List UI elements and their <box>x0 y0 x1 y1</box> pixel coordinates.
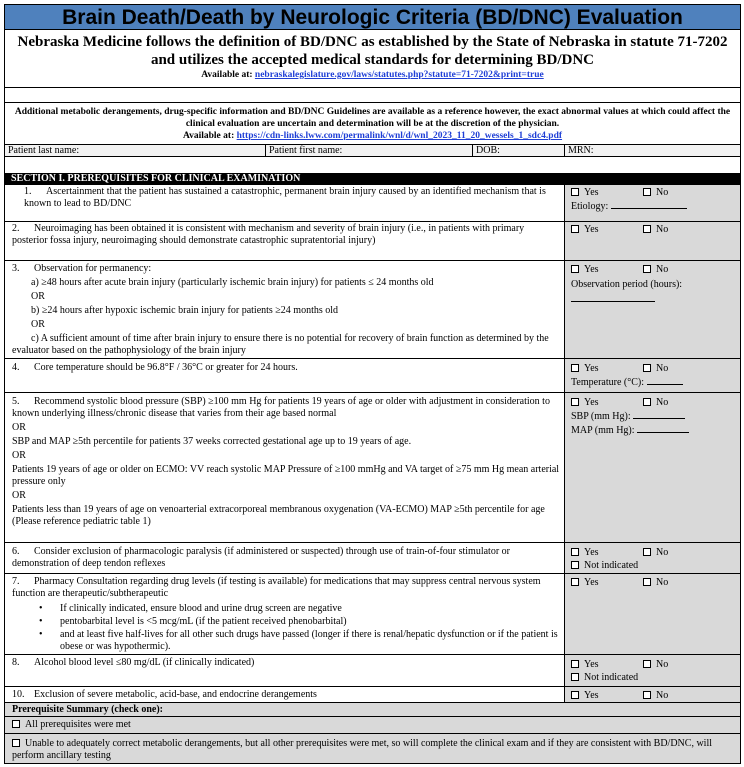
summary-option-ancillary[interactable]: Unable to adequately correct metabolic derangements, but all other prerequisites were met, so will complete the clinical exam and if they are consistent with BD/DNC, will perform ancillary testing <box>5 733 740 763</box>
guidelines-link[interactable]: https://cdn-links.lww.com/permalink/wnl/d/wnl_2023_11_20_wessels_1_sdc4.pdf <box>236 131 563 141</box>
yes-option[interactable]: Yes <box>571 689 643 702</box>
no-option[interactable]: No <box>643 263 715 276</box>
prereq-row-5 <box>4 393 741 543</box>
prereq-row-6 <box>4 543 741 574</box>
dob-field[interactable]: DOB: <box>473 145 565 156</box>
reference-availability <box>5 130 740 142</box>
summary-heading: Prerequisite Summary (check one): <box>12 704 163 715</box>
yes-option[interactable]: Yes <box>571 223 643 236</box>
prereq-question: 7. Pharmacy Consultation regarding drug levels (if testing is available) for medications that may suppress central nervous system function are therapeutic/subtherapeutic • If clinically indicated, ensure blood and urine drug screen are negative • pentobarbital level is <5 mcg/mL (if the patient received phenobarbital) • and at least five half-lives for all other such drugs have passed (longer if there is renal/hepatic dysfunction or if the patient is obese or was hypothermic). <box>5 574 565 654</box>
checkbox[interactable] <box>12 739 20 747</box>
checkbox[interactable] <box>571 578 579 586</box>
prereq-question: 8. Alcohol blood level ≤80 mg/dL (if clinically indicated) <box>5 655 565 686</box>
checkbox[interactable] <box>571 398 579 406</box>
yes-option[interactable]: Yes <box>571 263 643 276</box>
prereq-answer <box>565 222 740 260</box>
temperature-field[interactable]: Temperature (°C): <box>571 376 740 389</box>
prereq-answer <box>565 393 740 542</box>
intro-statement: Nebraska Medicine follows the definition of BD/DNC as established by the State of Nebraska in statute 71-7202 and utilizes the accepted medical standards for determining BD/DNC <box>17 34 728 68</box>
checkbox[interactable] <box>643 691 651 699</box>
yes-option[interactable]: Yes <box>571 546 643 559</box>
intro-block <box>4 30 741 87</box>
no-option[interactable]: No <box>643 689 715 702</box>
checkbox[interactable] <box>12 720 20 728</box>
prereq-answer <box>565 185 740 221</box>
prereq-row-4 <box>4 359 741 393</box>
yes-option[interactable]: Yes <box>571 658 643 671</box>
prereq-answer <box>565 543 740 573</box>
prereq-answer <box>565 261 740 358</box>
checkbox[interactable] <box>571 691 579 699</box>
list-item: • pentobarbital level is <5 mcg/mL (if the patient received phenobarbital) <box>60 616 560 628</box>
observation-period-field[interactable]: Observation period (hours): <box>571 277 686 307</box>
checkbox[interactable] <box>571 673 579 681</box>
prereq-row-1 <box>4 185 741 222</box>
sbp-field[interactable]: SBP (mm Hg): <box>571 410 740 423</box>
no-option[interactable]: No <box>643 186 715 199</box>
available-label: Available at: <box>182 131 235 141</box>
prereq-question: 3. Observation for permanency: a) ≥48 hours after acute brain injury (particularly ischemic brain injury) for patients ≤ 24 months old OR b) ≥24 hours after hypoxic ischemic brain injury for patients ≥24 months old OR c) A sufficient amount of time after brain injury to ensure there is no potential for recovery of brain function as determined by the evaluator based on the pathophysiology of the brain injury <box>5 261 565 358</box>
prereq-row-3 <box>4 261 741 359</box>
prereq-row-2 <box>4 222 741 261</box>
prereq-row-8 <box>4 655 741 687</box>
prereq-answer <box>565 655 740 686</box>
mrn-field[interactable]: MRN: <box>568 145 594 156</box>
checkbox[interactable] <box>571 364 579 372</box>
no-option[interactable]: No <box>643 658 715 671</box>
list-item: • and at least five half-lives for all other such drugs have passed (longer if there is renal/hepatic dysfunction or if the patient is obese or was hypothermic). <box>60 629 560 653</box>
checkbox[interactable] <box>643 188 651 196</box>
checkbox[interactable] <box>643 364 651 372</box>
prereq-row-10 <box>4 687 741 703</box>
checkbox[interactable] <box>643 225 651 233</box>
prereq-answer <box>565 574 740 654</box>
checkbox[interactable] <box>643 660 651 668</box>
reference-block <box>4 102 741 144</box>
patient-last-name-field[interactable]: Patient last name: <box>5 145 266 156</box>
checkbox[interactable] <box>643 548 651 556</box>
prereq-question: 4. Core temperature should be 96.8°F / 36°C or greater for 24 hours. <box>5 359 565 392</box>
reference-text: Additional metabolic derangements, drug-specific information and BD/DNC Guidelines are available as a reference however, the exact abnormal values at which could affect the clinical evaluation are uncertain and determination will be at the discretion of the physician. <box>14 107 731 129</box>
no-option[interactable]: No <box>643 362 715 375</box>
checkbox[interactable] <box>571 548 579 556</box>
prereq-answer <box>565 687 740 702</box>
prereq-question: 5. Recommend systolic blood pressure (SBP) ≥100 mm Hg for patients 19 years of age or older with adjustment in consideration to known underlying illness/chronic disease that varies from their age based normal OR SBP and MAP ≥5th percentile for patients 37 weeks corrected gestational age up to 19 years of age. OR Patients 19 years of age or older on ECMO: VV reach systolic MAP Pressure of ≥100 mmHg and VA target of ≥75 mm Hg mean arterial pressure only OR Patients less than 19 years of age on venoarterial extracorporeal membranous oxygenation (VA-ECMO) MAP ≥5th percentile for age (Please reference pediatric table 1) <box>5 393 565 542</box>
checkbox[interactable] <box>571 225 579 233</box>
prerequisite-summary <box>4 703 741 764</box>
statute-link[interactable]: nebraskalegislature.gov/laws/statutes.php?statute=71-7202&print=true <box>254 70 544 80</box>
no-option[interactable]: No <box>643 396 715 409</box>
no-option[interactable]: No <box>643 546 715 559</box>
yes-option[interactable]: Yes <box>571 362 643 375</box>
checkbox[interactable] <box>571 265 579 273</box>
not-indicated-option[interactable]: Not indicated <box>571 559 740 572</box>
no-option[interactable]: No <box>643 223 715 236</box>
checkbox[interactable] <box>643 578 651 586</box>
section-heading: SECTION I. PREREQUISITES FOR CLINICAL EXAMINATION <box>4 173 741 185</box>
form-title: Brain Death/Death by Neurologic Criteria (BD/DNC) Evaluation <box>4 4 741 30</box>
map-field[interactable]: MAP (mm Hg): <box>571 424 740 437</box>
yes-option[interactable]: Yes <box>571 396 643 409</box>
prereq-question: 6. Consider exclusion of pharmacologic paralysis (if administered or suspected) through use of train-of-four stimulator or demonstration of deep tendon reflexes <box>5 543 565 573</box>
summary-option-all-met[interactable]: All prerequisites were met <box>5 716 740 733</box>
prereq-question: 1. Ascertainment that the patient has sustained a catastrophic, permanent brain injury caused by an identified mechanism that is known to lead to BD/DNC <box>5 185 565 221</box>
checkbox[interactable] <box>571 188 579 196</box>
list-item: • If clinically indicated, ensure blood and urine drug screen are negative <box>60 603 560 615</box>
statute-availability <box>5 69 740 81</box>
patient-first-name-field[interactable]: Patient first name: <box>266 145 473 156</box>
checkbox[interactable] <box>643 398 651 406</box>
available-label: Available at: <box>201 70 253 80</box>
prereq-question: 2. Neuroimaging has been obtained it is consistent with mechanism and severity of brain injury (i.e., in patients with primary posterior fossa injury, neuroimaging should demonstrate catastrophic supratentorial injury) <box>5 222 565 260</box>
patient-info-row <box>4 144 741 157</box>
checkbox[interactable] <box>643 265 651 273</box>
form-page <box>4 4 741 764</box>
blank-row <box>4 87 741 102</box>
yes-option[interactable]: Yes <box>571 186 643 199</box>
checkbox[interactable] <box>571 660 579 668</box>
prereq-answer <box>565 359 740 392</box>
yes-option[interactable]: Yes <box>571 576 643 589</box>
not-indicated-option[interactable]: Not indicated <box>571 671 740 684</box>
blank-row <box>4 157 741 173</box>
prereq-row-7 <box>4 574 741 655</box>
prereq-question: 10. Exclusion of severe metabolic, acid-base, and endocrine derangements <box>5 687 565 702</box>
no-option[interactable]: No <box>643 576 715 589</box>
checkbox[interactable] <box>571 561 579 569</box>
etiology-field[interactable]: Etiology: <box>571 200 740 213</box>
